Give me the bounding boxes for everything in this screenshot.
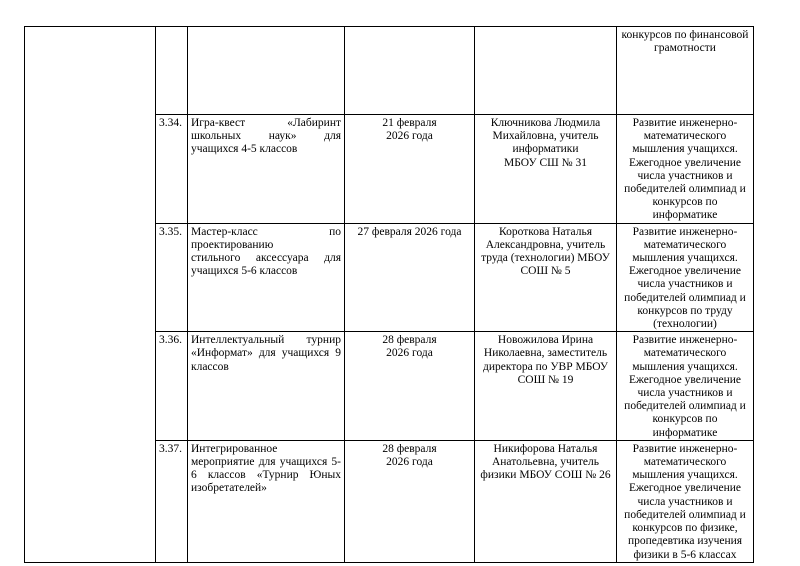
result-line: Развитие инженерно- xyxy=(632,225,738,238)
result-line: грамотности xyxy=(654,42,716,55)
row-number: 3.37. xyxy=(156,440,188,562)
event-line: мероприятие для учащихся 5- xyxy=(191,456,341,469)
event-line: учащихся 4-5 классов xyxy=(191,143,298,156)
result-line: пропедевтика изучения xyxy=(627,535,743,548)
result-line: победителей олимпиад и xyxy=(624,508,746,521)
event-line: «Информат» для учащихся 9 xyxy=(191,347,341,360)
responsible-line: МБОУ СШ № 31 xyxy=(504,156,587,169)
result-line: Развитие инженерно- xyxy=(632,117,738,129)
responsible-line: директора по УВР МБОУ xyxy=(482,360,609,373)
responsible-line: информатики xyxy=(512,143,579,156)
responsible-line: Короткова Наталья xyxy=(499,225,592,238)
responsible-cell xyxy=(475,27,617,115)
responsible-line: Анатольевна, учитель xyxy=(491,456,600,469)
result-line: конкурсов по труду xyxy=(637,304,733,317)
result-line: Ежегодное увеличение xyxy=(628,156,742,169)
event-line: проектированию xyxy=(191,238,274,251)
result-line: Ежегодное увеличение xyxy=(628,373,742,386)
event-line: Мастер-класс по xyxy=(191,225,341,238)
responsible-line: Новожилова Ирина xyxy=(497,334,594,347)
event-line: классов xyxy=(191,360,229,373)
date-line: 28 февраля xyxy=(382,334,437,347)
result-line: (технологии) xyxy=(653,318,717,331)
result-line: математического xyxy=(643,347,727,360)
event-line: Интеллектуальный турнир xyxy=(191,334,341,347)
date-cell xyxy=(345,27,475,115)
date-line: 28 февраля xyxy=(382,442,437,455)
responsible-line: Николаевна, заместитель xyxy=(483,347,608,360)
result-cell xyxy=(617,27,754,115)
date-cell xyxy=(345,440,475,562)
responsible-cell xyxy=(475,115,617,224)
event-cell xyxy=(188,332,345,441)
result-line: числа участников и xyxy=(637,495,733,508)
event-line: Интегрированное xyxy=(191,442,278,455)
event-line: учащихся 5-6 классов xyxy=(191,265,298,278)
date-line: 2026 года xyxy=(386,347,433,360)
result-line: Ежегодное увеличение xyxy=(628,265,742,278)
date-cell xyxy=(345,115,475,224)
result-line: математического xyxy=(643,456,727,469)
result-line: мышления учащихся. xyxy=(632,252,738,265)
responsible-line: Михайловна, учитель xyxy=(492,130,599,143)
result-line: мышления учащихся. xyxy=(632,143,738,156)
events-table xyxy=(24,26,754,563)
result-line: физики в 5-6 классах xyxy=(633,548,737,561)
result-line: числа участников и xyxy=(637,169,733,182)
result-line: математического xyxy=(643,238,727,251)
result-line: математического xyxy=(643,130,727,143)
row-number: 3.36. xyxy=(156,332,188,441)
row-number: 3.34. xyxy=(156,115,188,224)
responsible-cell xyxy=(475,332,617,441)
result-cell xyxy=(617,332,754,441)
result-cell xyxy=(617,223,754,332)
event-cell xyxy=(188,440,345,562)
result-line: Развитие инженерно- xyxy=(632,334,738,347)
result-line: мышления учащихся. xyxy=(632,469,738,482)
event-line: изобретателей» xyxy=(191,482,267,495)
continuation-row xyxy=(25,27,754,115)
result-cell xyxy=(617,115,754,224)
event-cell xyxy=(188,223,345,332)
date-line: 27 февраля 2026 года xyxy=(357,225,462,238)
section-cell xyxy=(25,27,156,563)
result-line: Ежегодное увеличение xyxy=(628,482,742,495)
result-line: числа участников и xyxy=(637,278,733,291)
result-line: конкурсов по финансовой xyxy=(621,29,749,41)
event-cell xyxy=(188,27,345,115)
date-line: 21 февраля xyxy=(382,117,437,129)
result-line: числа участников и xyxy=(637,387,733,400)
result-line: победителей олимпиад и xyxy=(624,291,746,304)
responsible-line: СОШ № 19 xyxy=(517,373,574,386)
responsible-line: физики МБОУ СОШ № 26 xyxy=(480,469,611,482)
number-cell xyxy=(156,27,188,115)
result-line: победителей олимпиад и xyxy=(624,183,746,196)
result-line: Развитие инженерно- xyxy=(632,442,738,455)
result-cell xyxy=(617,440,754,562)
result-line: мышления учащихся. xyxy=(632,360,738,373)
responsible-cell xyxy=(475,440,617,562)
responsible-line: Никифорова Наталья xyxy=(493,442,598,455)
event-line: школьных наук» для xyxy=(191,130,341,143)
event-cell xyxy=(188,115,345,224)
result-line: конкурсов по физике, xyxy=(632,522,738,535)
event-line: 6 классов «Турнир Юных xyxy=(191,469,341,482)
responsible-line: труда (технологии) МБОУ xyxy=(481,252,610,265)
event-line: Игра-квест «Лабиринт xyxy=(191,117,341,129)
row-number: 3.35. xyxy=(156,223,188,332)
responsible-line: Александровна, учитель xyxy=(485,238,606,251)
date-line: 2026 года xyxy=(386,130,433,143)
date-line: 2026 года xyxy=(386,456,433,469)
responsible-line: Ключникова Людмила xyxy=(490,117,601,129)
date-cell xyxy=(345,223,475,332)
responsible-cell xyxy=(475,223,617,332)
date-cell xyxy=(345,332,475,441)
result-line: конкурсов по информатике xyxy=(652,413,718,439)
result-line: победителей олимпиад и xyxy=(624,400,746,413)
result-line: конкурсов по информатике xyxy=(652,196,718,222)
event-line: стильного аксессуара для xyxy=(191,252,341,265)
responsible-line: СОШ № 5 xyxy=(520,265,571,278)
